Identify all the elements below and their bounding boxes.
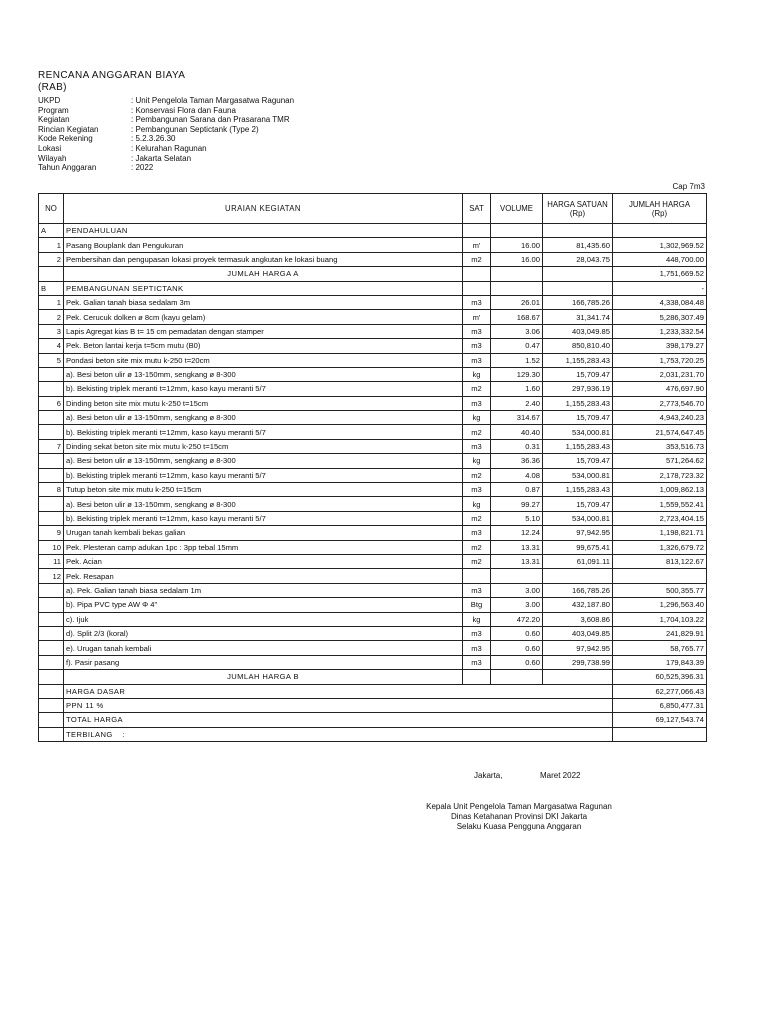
row-price: 1,155,283.43 (543, 483, 613, 497)
row-desc: Lapis Agregat kias B t= 15 cm pemadatan dengan stamper (64, 324, 463, 338)
row-volume: 168.67 (491, 310, 543, 324)
row-no: 4 (39, 339, 64, 353)
table-row (39, 612, 707, 626)
row-price: 15,709.47 (543, 497, 613, 511)
row-volume: 0.60 (491, 626, 543, 640)
row-price: 850,810.40 (543, 339, 613, 353)
row-sat: Btg (463, 598, 491, 612)
row-price: 3,608.86 (543, 612, 613, 626)
row-sat (463, 267, 491, 281)
row-no (39, 598, 64, 612)
section-code: A (39, 224, 64, 238)
row-volume: 472.20 (491, 612, 543, 626)
row-volume: 314.67 (491, 411, 543, 425)
signature-line2: Dinas Ketahanan Provinsi DKI Jakarta (450, 812, 588, 821)
row-volume: 16.00 (491, 252, 543, 266)
table-row (39, 367, 707, 381)
document-subtitle: (RAB) (38, 82, 67, 93)
header-volume: VOLUME (491, 194, 543, 224)
row-price: 432,187.80 (543, 598, 613, 612)
row-sat: kg (463, 497, 491, 511)
table-row (39, 238, 707, 252)
row-desc: Pembersihan dan pengupasan lokasi proyek termasuk angkutan ke lokasi buang (64, 252, 463, 266)
row-price: 99,675.41 (543, 540, 613, 554)
meta-key: Wilayah (38, 153, 67, 163)
table-row (39, 641, 707, 655)
total-value: 62,277,066.43 (613, 684, 707, 698)
row-sat: m3 (463, 339, 491, 353)
row-sat (463, 281, 491, 295)
table-row (39, 382, 707, 396)
row-volume: 12.24 (491, 526, 543, 540)
meta-row (38, 96, 294, 106)
row-price: 15,709.47 (543, 454, 613, 468)
row-total: 476,697.90 (613, 382, 707, 396)
row-sat: m3 (463, 483, 491, 497)
table-row (39, 411, 707, 425)
row-volume: 2.40 (491, 396, 543, 410)
row-sat: m3 (463, 439, 491, 453)
table-row (39, 554, 707, 568)
meta-row (38, 163, 294, 173)
row-desc: Pek. Galian tanah biasa sedalam 3m (64, 295, 463, 309)
row-desc: Dinding beton site mix mutu k-250 t=15cm (64, 396, 463, 410)
table-header-row (39, 194, 707, 224)
row-no (39, 454, 64, 468)
row-desc: Pondasi beton site mix mutu k-250 t=20cm (64, 353, 463, 367)
row-volume: 40.40 (491, 425, 543, 439)
subtotal-row (39, 670, 707, 684)
row-desc: Pek. Cerucuk dolken ø 8cm (kayu gelam) (64, 310, 463, 324)
table-row (39, 295, 707, 309)
row-total: 4,338,084.48 (613, 295, 707, 309)
row-desc: Pek. Beton lantai kerja t=5cm mutu (B0) (64, 339, 463, 353)
row-total: 353,516.73 (613, 439, 707, 453)
header-jumlah-harga: JUMLAH HARGA (Rp) (613, 194, 707, 224)
row-desc: a). Pek. Galian tanah biasa sedalam 1m (64, 583, 463, 597)
row-price: 534,000.81 (543, 511, 613, 525)
total-value (613, 727, 707, 741)
row-volume: 1.52 (491, 353, 543, 367)
meta-key: Program (38, 105, 69, 115)
meta-value: : Konservasi Flora dan Fauna (131, 105, 236, 115)
row-volume (491, 670, 543, 684)
table-row (39, 583, 707, 597)
row-total: 500,355.77 (613, 583, 707, 597)
row-no (39, 626, 64, 640)
row-no (39, 655, 64, 669)
row-sat: m3 (463, 626, 491, 640)
row-sat: m3 (463, 526, 491, 540)
header-no: NO (39, 194, 64, 224)
table-row (39, 569, 707, 583)
row-volume (491, 281, 543, 295)
row-volume: 36.36 (491, 454, 543, 468)
row-price (543, 281, 613, 295)
row-price: 97,942.95 (543, 526, 613, 540)
row-desc: Dinding sekat beton site mix mutu k-250 t=15cm (64, 439, 463, 453)
table-row (39, 310, 707, 324)
row-sat: m3 (463, 396, 491, 410)
row-total: 58,765.77 (613, 641, 707, 655)
row-price: 1,155,283.43 (543, 439, 613, 453)
row-desc: Tutup beton site mix mutu k-250 t=15cm (64, 483, 463, 497)
row-no: 1 (39, 295, 64, 309)
signature-date: Maret 2022 (540, 771, 581, 780)
section-b-row (39, 281, 707, 295)
row-price (543, 670, 613, 684)
row-price: 1,155,283.43 (543, 353, 613, 367)
row-total (613, 569, 707, 583)
total-label: TOTAL HARGA (64, 713, 613, 727)
total-row (39, 713, 707, 727)
row-sat: m2 (463, 511, 491, 525)
table-row (39, 626, 707, 640)
document-meta (38, 96, 294, 173)
row-price: 81,435.60 (543, 238, 613, 252)
row-no (39, 583, 64, 597)
subtotal-value: 60,525,396.31 (613, 670, 707, 684)
row-price: 15,709.47 (543, 367, 613, 381)
row-no: 8 (39, 483, 64, 497)
row-no (39, 511, 64, 525)
row-no: 1 (39, 238, 64, 252)
row-no: 12 (39, 569, 64, 583)
row-desc: Pek. Plesteran camp adukan 1pc : 3pp tebal 15mm (64, 540, 463, 554)
table-row (39, 396, 707, 410)
row-volume: 3.00 (491, 598, 543, 612)
row-no (39, 684, 64, 698)
row-volume: 0.87 (491, 483, 543, 497)
row-sat: m3 (463, 655, 491, 669)
row-price: 403,049.85 (543, 626, 613, 640)
row-volume: 0.60 (491, 655, 543, 669)
total-value: 6,850,477.31 (613, 698, 707, 712)
row-no (39, 727, 64, 741)
row-total: 5,286,307.49 (613, 310, 707, 324)
row-no (39, 713, 64, 727)
subtotal-label: JUMLAH HARGA B (64, 670, 463, 684)
table-row (39, 439, 707, 453)
row-total: 1,326,679.72 (613, 540, 707, 554)
table-row (39, 425, 707, 439)
row-total: 1,296,563.40 (613, 598, 707, 612)
row-sat: kg (463, 612, 491, 626)
subtotal-value: 1,751,669.52 (613, 267, 707, 281)
row-desc: Urugan tanah kembali bekas galian (64, 526, 463, 540)
section-label: PENDAHULUAN (64, 224, 463, 238)
table-row (39, 353, 707, 367)
table-row (39, 324, 707, 338)
row-volume: 0.60 (491, 641, 543, 655)
row-price: 97,942.95 (543, 641, 613, 655)
row-total: 2,178,723.32 (613, 468, 707, 482)
row-total: 1,753,720.25 (613, 353, 707, 367)
table-row (39, 252, 707, 266)
total-label: TERBILANG : (64, 727, 613, 741)
row-total: 179,843.39 (613, 655, 707, 669)
header-uraian: URAIAN KEGIATAN (64, 194, 463, 224)
row-desc: Pek. Resapan (64, 569, 463, 583)
row-volume: 129.30 (491, 367, 543, 381)
row-volume: 0.47 (491, 339, 543, 353)
meta-value: : 2022 (131, 163, 154, 173)
row-desc: b). Pipa PVC type AW Φ 4" (64, 598, 463, 612)
rab-table (38, 193, 707, 742)
row-total: 448,700.00 (613, 252, 707, 266)
meta-value: : Kelurahan Ragunan (131, 143, 207, 153)
row-no (39, 382, 64, 396)
row-volume (491, 267, 543, 281)
table-row (39, 483, 707, 497)
header-harga-satuan: HARGA SATUAN (Rp) (543, 194, 613, 224)
table-row (39, 540, 707, 554)
row-no: 2 (39, 310, 64, 324)
row-volume: 99.27 (491, 497, 543, 511)
row-desc: Pasang Bouplank dan Pengukuran (64, 238, 463, 252)
row-sat: kg (463, 454, 491, 468)
row-sat: m' (463, 310, 491, 324)
row-price: 534,000.81 (543, 468, 613, 482)
row-volume: 13.31 (491, 540, 543, 554)
row-volume: 3.00 (491, 583, 543, 597)
row-no: 10 (39, 540, 64, 554)
table-row (39, 511, 707, 525)
row-no: 3 (39, 324, 64, 338)
table-row (39, 497, 707, 511)
meta-row (38, 144, 294, 154)
meta-key: Kode Rekening (38, 134, 93, 144)
row-total: 21,574,647.45 (613, 425, 707, 439)
row-price: 166,785.26 (543, 295, 613, 309)
row-desc: d). Split 2/3 (koral) (64, 626, 463, 640)
row-desc: c). Ijuk (64, 612, 463, 626)
row-volume: 5.10 (491, 511, 543, 525)
row-no (39, 612, 64, 626)
total-label: PPN 11 % (64, 698, 613, 712)
row-total: 4,943,240.23 (613, 411, 707, 425)
meta-value: : Pembangunan Sarana dan Prasarana TMR (131, 115, 290, 125)
signature-line1: Kepala Unit Pengelola Taman Margasatwa Ragunan (426, 802, 612, 811)
capacity-label: Cap 7m3 (672, 182, 705, 191)
row-no (39, 425, 64, 439)
row-price: 534,000.81 (543, 425, 613, 439)
row-volume: 0.31 (491, 439, 543, 453)
total-row (39, 684, 707, 698)
total-value: 69,127,543.74 (613, 713, 707, 727)
section-label: PEMBANGUNAN SEPTICTANK (64, 281, 463, 295)
row-desc: Pek. Acian (64, 554, 463, 568)
row-no: 9 (39, 526, 64, 540)
table-row (39, 655, 707, 669)
row-sat: m3 (463, 324, 491, 338)
row-desc: b). Bekisting triplek meranti t=12mm, kaso kayu meranti 5/7 (64, 425, 463, 439)
row-total: 398,179.27 (613, 339, 707, 353)
meta-key: UKPD (38, 96, 61, 105)
row-desc: f). Pasir pasang (64, 655, 463, 669)
row-no: 6 (39, 396, 64, 410)
row-no (39, 698, 64, 712)
meta-value: : Jakarta Selatan (131, 153, 192, 163)
row-total: 1,302,969.52 (613, 238, 707, 252)
row-volume (491, 569, 543, 583)
meta-key: Rincian Kegiatan (38, 124, 99, 134)
row-price (543, 569, 613, 583)
row-price: 297,936.19 (543, 382, 613, 396)
row-sat: m3 (463, 583, 491, 597)
row-desc: a). Besi beton ulir ø 13-150mm, sengkang ø 8-300 (64, 454, 463, 468)
row-volume: 4.08 (491, 468, 543, 482)
row-no: 2 (39, 252, 64, 266)
row-no (39, 670, 64, 684)
row-price: 166,785.26 (543, 583, 613, 597)
total-label: HARGA DASAR (64, 684, 613, 698)
row-volume: 26.01 (491, 295, 543, 309)
row-sat (463, 670, 491, 684)
row-sat: m2 (463, 554, 491, 568)
meta-key: Tahun Anggaran (38, 163, 97, 173)
row-no: 11 (39, 554, 64, 568)
total-row (39, 698, 707, 712)
row-no: 5 (39, 353, 64, 367)
row-volume: 3.06 (491, 324, 543, 338)
header-sat: SAT (463, 194, 491, 224)
row-total: 2,773,546.70 (613, 396, 707, 410)
table-row (39, 598, 707, 612)
row-total: 571,264.62 (613, 454, 707, 468)
row-no (39, 411, 64, 425)
row-sat: m3 (463, 295, 491, 309)
row-no (39, 367, 64, 381)
meta-value: : Pembangunan Septictank (Type 2) (131, 124, 259, 134)
row-price: 15,709.47 (543, 411, 613, 425)
row-price (543, 267, 613, 281)
meta-value: : 5.2.3.26.30 (131, 134, 176, 144)
section-a-row (39, 224, 707, 238)
row-price: 28,043.75 (543, 252, 613, 266)
meta-row (38, 106, 294, 116)
row-no (39, 468, 64, 482)
row-desc: a). Besi beton ulir ø 13-150mm, sengkang ø 8-300 (64, 367, 463, 381)
row-price: 299,738.99 (543, 655, 613, 669)
row-sat: m' (463, 238, 491, 252)
subtotal-row (39, 267, 707, 281)
row-total: 813,122.67 (613, 554, 707, 568)
table-row (39, 468, 707, 482)
row-no (39, 641, 64, 655)
section-code: B (39, 281, 64, 295)
row-sat (463, 569, 491, 583)
row-no (39, 267, 64, 281)
row-no: 7 (39, 439, 64, 453)
table-row (39, 339, 707, 353)
row-sat: m2 (463, 252, 491, 266)
row-no (39, 497, 64, 511)
row-total: 1,559,552.41 (613, 497, 707, 511)
meta-row (38, 154, 294, 164)
row-total: 1,233,332.54 (613, 324, 707, 338)
row-desc: e). Urugan tanah kembali (64, 641, 463, 655)
row-desc: a). Besi beton ulir ø 13-150mm, sengkang ø 8-300 (64, 497, 463, 511)
section-dash: - (613, 281, 707, 295)
meta-key: Kegiatan (38, 115, 70, 125)
row-desc: b). Bekisting triplek meranti t=12mm, kaso kayu meranti 5/7 (64, 382, 463, 396)
row-sat: m2 (463, 382, 491, 396)
row-sat: m2 (463, 468, 491, 482)
subtotal-label: JUMLAH HARGA A (64, 267, 463, 281)
row-desc: b). Bekisting triplek meranti t=12mm, kaso kayu meranti 5/7 (64, 468, 463, 482)
table-row (39, 526, 707, 540)
signature-line3: Selaku Kuasa Pengguna Anggaran (456, 822, 582, 831)
row-volume: 16.00 (491, 238, 543, 252)
row-sat: m2 (463, 425, 491, 439)
document-title: RENCANA ANGGARAN BIAYA (38, 70, 186, 81)
meta-key: Lokasi (38, 143, 62, 153)
row-total: 2,723,404.15 (613, 511, 707, 525)
row-desc: b). Bekisting triplek meranti t=12mm, kaso kayu meranti 5/7 (64, 511, 463, 525)
total-row (39, 727, 707, 741)
row-total: 241,829.91 (613, 626, 707, 640)
row-total: 1,009,862.13 (613, 483, 707, 497)
row-desc: a). Besi beton ulir ø 13-150mm, sengkang ø 8-300 (64, 411, 463, 425)
meta-value: : Unit Pengelola Taman Margasatwa Ragunan (131, 96, 295, 105)
row-total: 1,198,821.71 (613, 526, 707, 540)
row-sat: m3 (463, 353, 491, 367)
meta-row (38, 134, 294, 144)
row-price: 1,155,283.43 (543, 396, 613, 410)
signature-place: Jakarta, (474, 771, 503, 780)
row-price: 31,341.74 (543, 310, 613, 324)
meta-row (38, 115, 294, 125)
row-sat: m3 (463, 641, 491, 655)
row-volume: 1.60 (491, 382, 543, 396)
row-sat: kg (463, 411, 491, 425)
row-volume: 13.31 (491, 554, 543, 568)
row-price: 61,091.11 (543, 554, 613, 568)
row-sat: kg (463, 367, 491, 381)
meta-row (38, 125, 294, 135)
row-sat: m2 (463, 540, 491, 554)
row-total: 2,031,231.70 (613, 367, 707, 381)
row-price: 403,049.85 (543, 324, 613, 338)
row-total: 1,704,103.22 (613, 612, 707, 626)
table-row (39, 454, 707, 468)
